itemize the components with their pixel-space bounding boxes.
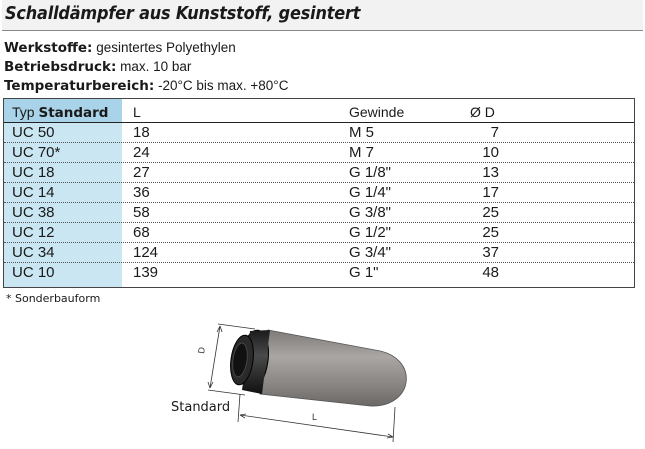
dim-d-label: D xyxy=(196,346,207,355)
property-value: gesintertes Polyethylen xyxy=(92,40,236,55)
cell-d: 48 xyxy=(482,264,499,281)
header-l: L xyxy=(133,104,141,120)
cell-d: 37 xyxy=(482,244,499,261)
cell-l: 58 xyxy=(133,204,150,221)
cell-gewinde: G 1/8" xyxy=(349,164,392,181)
footnote: * Sonderbauform xyxy=(6,292,101,305)
dim-l-label: L xyxy=(312,412,318,422)
property-value: max. 10 bar xyxy=(116,59,192,74)
header-gewinde: Gewinde xyxy=(349,104,405,120)
table-row xyxy=(4,123,634,143)
cell-gewinde: M 5 xyxy=(349,124,375,141)
cell-gewinde: M 7 xyxy=(349,144,375,161)
property-label: Temperaturbereich: xyxy=(4,78,155,94)
cell-d: 25 xyxy=(482,204,499,221)
property-werkstoffe xyxy=(4,40,236,56)
cell-gewinde: G 1" xyxy=(349,264,379,281)
cell-l: 27 xyxy=(133,164,150,181)
cell-typ: UC 14 xyxy=(12,184,55,201)
table-row xyxy=(4,183,634,203)
property-temperaturbereich xyxy=(4,78,288,94)
header-typ-label: Typ xyxy=(12,104,35,120)
table-row xyxy=(4,163,634,183)
table-row xyxy=(4,243,634,263)
table-row xyxy=(4,263,634,283)
table-row xyxy=(4,143,634,163)
cell-typ: UC 10 xyxy=(12,264,55,281)
cell-typ: UC 34 xyxy=(12,244,55,261)
header-d: Ø D xyxy=(470,104,495,120)
figure-caption: Standard xyxy=(171,400,231,415)
property-label: Werkstoffe: xyxy=(4,40,93,56)
table-row xyxy=(4,203,634,223)
cell-l: 18 xyxy=(133,124,150,141)
cell-gewinde: G 3/4" xyxy=(349,244,392,261)
silencer-drawing xyxy=(160,312,420,447)
cell-d: 17 xyxy=(482,184,499,201)
property-betriebsdruck xyxy=(4,59,191,75)
cell-l: 139 xyxy=(133,264,159,281)
cell-typ: UC 18 xyxy=(12,164,55,181)
cell-typ: UC 12 xyxy=(12,224,55,241)
table-row xyxy=(4,223,634,243)
silencer-body xyxy=(260,330,406,406)
page-title: Schalldämpfer aus Kunststoff, gesintert xyxy=(5,4,361,24)
cell-gewinde: G 3/8" xyxy=(349,204,392,221)
cell-l: 68 xyxy=(133,224,150,241)
cell-d: 10 xyxy=(482,144,499,161)
cell-d: 25 xyxy=(482,224,499,241)
header-typ xyxy=(12,104,108,121)
cell-d: 7 xyxy=(490,124,499,141)
page-title-bar xyxy=(2,0,643,31)
property-label: Betriebsdruck: xyxy=(4,59,117,75)
cell-gewinde: G 1/4" xyxy=(349,184,392,201)
cell-d: 13 xyxy=(482,164,499,181)
cell-l: 124 xyxy=(133,244,159,261)
cell-l: 36 xyxy=(133,184,150,201)
header-standard-label: Standard xyxy=(38,105,109,121)
cell-gewinde: G 1/2" xyxy=(349,224,392,241)
property-value: -20°C bis max. +80°C xyxy=(154,78,289,93)
cell-l: 24 xyxy=(133,144,150,161)
cell-typ: UC 38 xyxy=(12,204,55,221)
cell-typ: UC 70* xyxy=(12,144,61,161)
cell-typ: UC 50 xyxy=(12,124,55,141)
